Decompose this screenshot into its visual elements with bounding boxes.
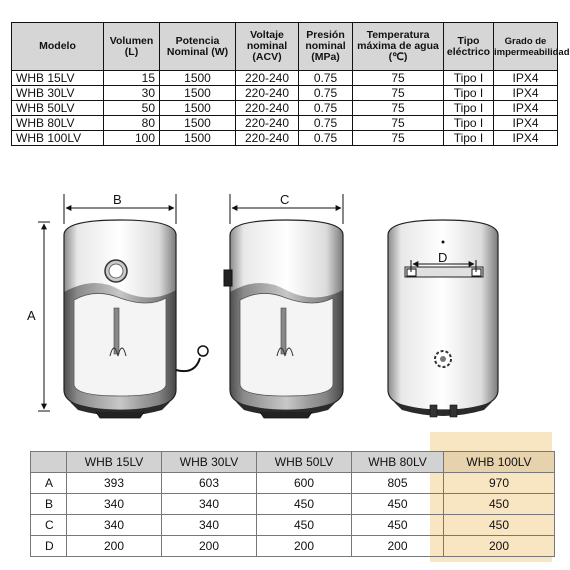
- dim-cell: 600: [257, 473, 352, 494]
- spec-cell-waterproof-grade: IPX4: [494, 86, 558, 101]
- dimension-b-label: B: [113, 192, 122, 207]
- dimension-c-label: C: [280, 192, 290, 207]
- dim-cell: 340: [67, 494, 162, 515]
- dimension-d-label: D: [438, 250, 448, 265]
- dim-header-model: WHB 15LV: [67, 452, 162, 473]
- spec-cell-pressure: 0.75: [299, 131, 353, 146]
- spec-cell-electric-type: Tipo I: [444, 116, 494, 131]
- dim-cell: 200: [352, 536, 444, 557]
- spec-cell-max-temp: 75: [353, 86, 444, 101]
- spec-cell-model: WHB 50LV: [12, 101, 104, 116]
- spec-cell-volume: 100: [104, 131, 160, 146]
- spec-cell-model: WHB 100LV: [12, 131, 104, 146]
- spec-cell-power: 1500: [160, 86, 236, 101]
- spec-header-electric-type: Tipo eléctrico: [444, 23, 494, 71]
- spec-row: [12, 131, 558, 146]
- dim-row-label: D: [31, 536, 67, 557]
- back-view-heater: [388, 220, 498, 417]
- spec-cell-volume: 80: [104, 116, 160, 131]
- dimension-b-marker: [64, 192, 176, 224]
- power-cord-icon: [176, 358, 200, 371]
- dim-cell: 340: [162, 494, 257, 515]
- dim-row: [31, 515, 555, 536]
- spec-cell-waterproof-grade: IPX4: [494, 116, 558, 131]
- dim-header-row: [31, 452, 555, 473]
- spec-cell-power: 1500: [160, 101, 236, 116]
- spec-cell-voltage: 220-240: [236, 86, 299, 101]
- spec-cell-max-temp: 75: [353, 101, 444, 116]
- spec-row: [12, 71, 558, 86]
- dim-cell: 200: [162, 536, 257, 557]
- dim-header-model: WHB 80LV: [352, 452, 444, 473]
- gear-icon: [435, 351, 451, 367]
- spec-cell-power: 1500: [160, 71, 236, 86]
- specifications-table: [11, 22, 570, 146]
- spec-cell-pressure: 0.75: [299, 101, 353, 116]
- dim-cell: 200: [67, 536, 162, 557]
- spec-cell-waterproof-grade: IPX4: [494, 131, 558, 146]
- dim-header-model: WHB 30LV: [162, 452, 257, 473]
- dim-cell: 200: [257, 536, 352, 557]
- spec-cell-model: WHB 30LV: [12, 86, 104, 101]
- dim-cell-highlighted: 200: [444, 536, 555, 557]
- dim-cell-highlighted: 970: [444, 473, 555, 494]
- spec-cell-electric-type: Tipo I: [444, 101, 494, 116]
- spec-cell-volume: 15: [104, 71, 160, 86]
- dim-row-label: A: [31, 473, 67, 494]
- spec-cell-max-temp: 75: [353, 116, 444, 131]
- spec-cell-model: WHB 15LV: [12, 71, 104, 86]
- dim-header-model-highlighted: WHB 100LV: [444, 452, 555, 473]
- spec-header-volume: Volumen (L): [104, 23, 160, 71]
- dim-cell: 805: [352, 473, 444, 494]
- dimension-c-marker: [230, 192, 343, 224]
- spec-cell-voltage: 220-240: [236, 101, 299, 116]
- spec-cell-power: 1500: [160, 116, 236, 131]
- spec-header-waterproof-grade: Grado de impermeabilidad: [494, 23, 558, 71]
- dim-cell-highlighted: 450: [444, 515, 555, 536]
- spec-header-model: Modelo: [12, 23, 104, 71]
- spec-cell-pressure: 0.75: [299, 116, 353, 131]
- spec-cell-pressure: 0.75: [299, 86, 353, 101]
- dimension-a-label: A: [27, 308, 36, 323]
- spec-header-voltage: Voltaje nominal (ACV): [236, 23, 299, 71]
- spec-cell-voltage: 220-240: [236, 131, 299, 146]
- dim-cell: 603: [162, 473, 257, 494]
- spec-cell-volume: 30: [104, 86, 160, 101]
- dim-cell: 393: [67, 473, 162, 494]
- spec-cell-electric-type: Tipo I: [444, 86, 494, 101]
- spec-header-pressure: Presión nominal (MPa): [299, 23, 353, 71]
- dim-row-label: B: [31, 494, 67, 515]
- spec-cell-pressure: 0.75: [299, 71, 353, 86]
- side-view-heater: [224, 220, 343, 418]
- spec-row: [12, 86, 558, 101]
- spec-cell-max-temp: 75: [353, 71, 444, 86]
- dim-cell: 340: [67, 515, 162, 536]
- spec-cell-waterproof-grade: IPX4: [494, 71, 558, 86]
- dim-row: [31, 536, 555, 557]
- spec-cell-volume: 50: [104, 101, 160, 116]
- spec-cell-max-temp: 75: [353, 131, 444, 146]
- dim-cell: 450: [257, 515, 352, 536]
- water-heater-dimension-drawing: [0, 180, 570, 430]
- dim-cell: 450: [352, 515, 444, 536]
- spec-cell-power: 1500: [160, 131, 236, 146]
- dim-row: [31, 473, 555, 494]
- dimension-a-marker: [27, 222, 50, 411]
- spec-cell-waterproof-grade: IPX4: [494, 101, 558, 116]
- dim-header-corner: [31, 452, 67, 473]
- spec-cell-electric-type: Tipo I: [444, 131, 494, 146]
- spec-row: [12, 116, 558, 131]
- spec-header-max-temp: Temperatura máxima de agua (℃): [353, 23, 444, 71]
- dim-cell: 450: [352, 494, 444, 515]
- front-view-heater: [64, 220, 208, 418]
- dimensions-table: [30, 451, 555, 557]
- dim-cell: 340: [162, 515, 257, 536]
- spec-row: [12, 101, 558, 116]
- spec-cell-voltage: 220-240: [236, 116, 299, 131]
- spec-cell-model: WHB 80LV: [12, 116, 104, 131]
- spec-header-power: Potencia Nominal (W): [160, 23, 236, 71]
- dim-header-model: WHB 50LV: [257, 452, 352, 473]
- dim-row: [31, 494, 555, 515]
- dim-cell: 450: [257, 494, 352, 515]
- spec-cell-voltage: 220-240: [236, 71, 299, 86]
- dim-cell-highlighted: 450: [444, 494, 555, 515]
- dim-row-label: C: [31, 515, 67, 536]
- spec-cell-electric-type: Tipo I: [444, 71, 494, 86]
- spec-header-row: [12, 23, 558, 71]
